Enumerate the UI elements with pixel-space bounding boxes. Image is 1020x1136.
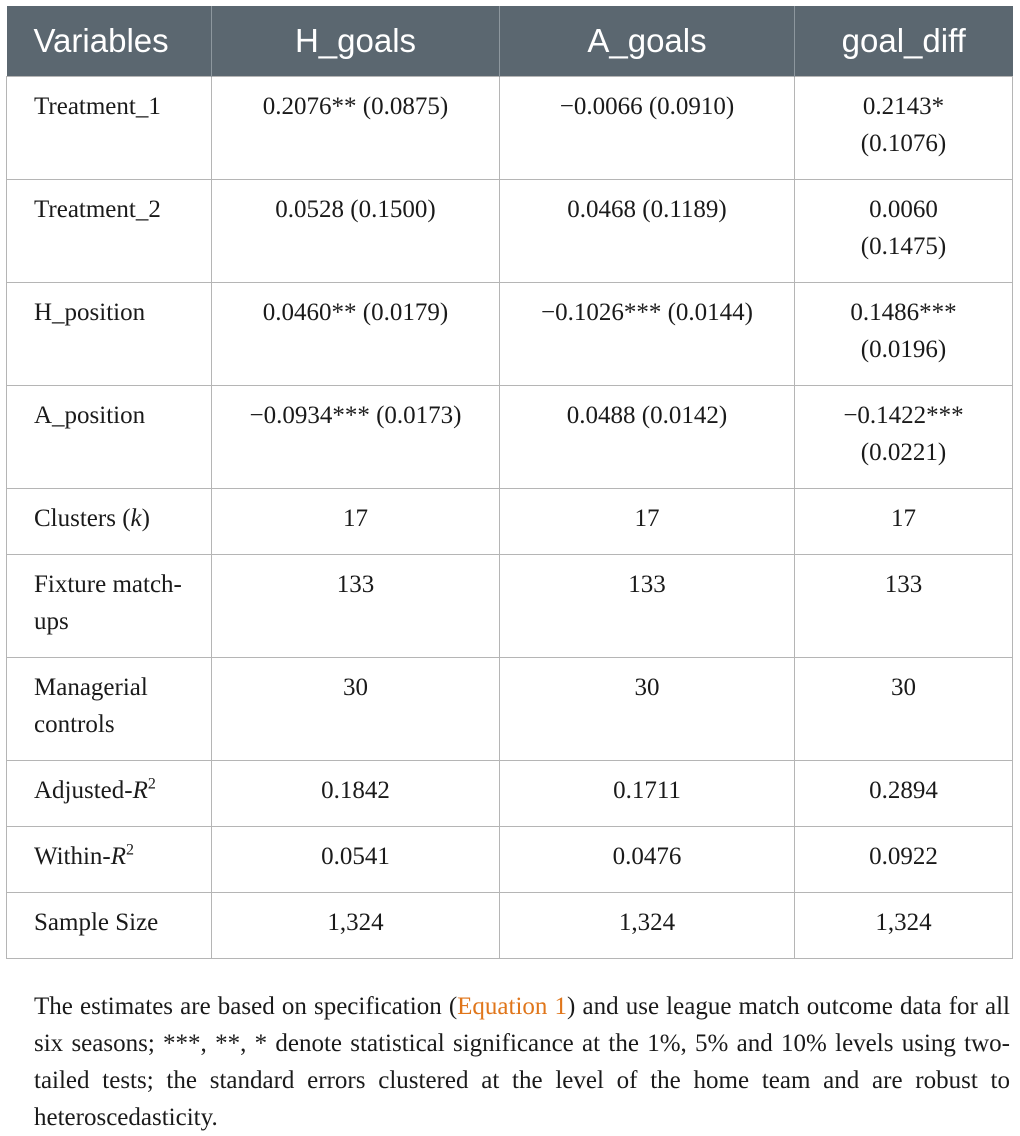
cell-a-goals: 0.0476 <box>500 827 795 893</box>
row-label <box>7 489 212 555</box>
cell-a-goals: 0.1711 <box>500 761 795 827</box>
row-label-superscript: 2 <box>126 841 135 859</box>
table-row <box>7 386 1013 489</box>
header-variables: Variables <box>7 6 212 77</box>
row-label: Managerial controls <box>7 658 212 761</box>
row-label-prefix: Within- <box>34 843 111 870</box>
header-a-goals: A_goals <box>500 6 795 77</box>
cell-h-goals: 133 <box>212 555 500 658</box>
row-label <box>7 761 212 827</box>
cell-a-goals: 1,324 <box>500 893 795 959</box>
table-row <box>7 283 1013 386</box>
row-label: Treatment_1 <box>7 77 212 180</box>
row-label <box>7 827 212 893</box>
row-label-italic: R <box>132 777 148 804</box>
table-body <box>7 77 1013 959</box>
cell-goal-diff: 30 <box>795 658 1013 761</box>
cell-h-goals: 0.0460** (0.0179) <box>212 283 500 386</box>
cell-h-goals: −0.0934*** (0.0173) <box>212 386 500 489</box>
table-header <box>7 6 1013 77</box>
row-label-suffix: ) <box>141 505 150 532</box>
cell-a-goals: −0.1026*** (0.0144) <box>500 283 795 386</box>
row-label-prefix: Adjusted- <box>34 777 133 804</box>
cell-h-goals: 1,324 <box>212 893 500 959</box>
regression-results-table <box>6 6 1013 959</box>
row-label: H_position <box>7 283 212 386</box>
cell-h-goals: 0.1842 <box>212 761 500 827</box>
row-label-italic: k <box>130 505 142 532</box>
table-footnote <box>34 988 1010 1136</box>
table-row <box>7 489 1013 555</box>
cell-a-goals: 30 <box>500 658 795 761</box>
row-label: A_position <box>7 386 212 489</box>
table-row <box>7 180 1013 283</box>
header-row <box>7 6 1013 77</box>
cell-goal-diff: 17 <box>795 489 1013 555</box>
cell-a-goals: 133 <box>500 555 795 658</box>
cell-goal-diff: 0.0922 <box>795 827 1013 893</box>
footnote-text-start: The estimates are based on specification ( <box>34 993 458 1020</box>
table-row <box>7 658 1013 761</box>
row-label-italic: R <box>110 843 127 870</box>
equation-link[interactable]: Equation 1 <box>457 993 568 1020</box>
table-row <box>7 761 1013 827</box>
cell-goal-diff: 133 <box>795 555 1013 658</box>
table-row <box>7 827 1013 893</box>
row-label: Sample Size <box>7 893 212 959</box>
cell-h-goals: 0.0541 <box>212 827 500 893</box>
row-label: Treatment_2 <box>7 180 212 283</box>
cell-a-goals: 17 <box>500 489 795 555</box>
table-row <box>7 77 1013 180</box>
cell-h-goals: 0.2076** (0.0875) <box>212 77 500 180</box>
cell-a-goals: −0.0066 (0.0910) <box>500 77 795 180</box>
table-row <box>7 893 1013 959</box>
cell-goal-diff: 0.1486*** (0.0196) <box>795 283 1013 386</box>
table-row <box>7 555 1013 658</box>
row-label-superscript: 2 <box>147 775 156 793</box>
row-label-prefix: Clusters ( <box>34 505 131 532</box>
cell-h-goals: 17 <box>212 489 500 555</box>
cell-h-goals: 30 <box>212 658 500 761</box>
cell-goal-diff: −0.1422*** (0.0221) <box>795 386 1013 489</box>
header-h-goals: H_goals <box>212 6 500 77</box>
row-label: Fixture match-ups <box>7 555 212 658</box>
header-goal-diff: goal_diff <box>795 6 1013 77</box>
cell-goal-diff: 0.2143* (0.1076) <box>795 77 1013 180</box>
cell-a-goals: 0.0488 (0.0142) <box>500 386 795 489</box>
cell-goal-diff: 0.0060 (0.1475) <box>795 180 1013 283</box>
cell-a-goals: 0.0468 (0.1189) <box>500 180 795 283</box>
footnote-text-end: ) and use league match outcome data for all six seasons; ***, **, * denote statistical significance at the 1%, 5% and 10% levels using two-tailed tests; the standard errors clustered at the level of the home team and are robust to heteroscedasticity. <box>34 993 1010 1131</box>
cell-goal-diff: 0.2894 <box>795 761 1013 827</box>
cell-h-goals: 0.0528 (0.1500) <box>212 180 500 283</box>
cell-goal-diff: 1,324 <box>795 893 1013 959</box>
